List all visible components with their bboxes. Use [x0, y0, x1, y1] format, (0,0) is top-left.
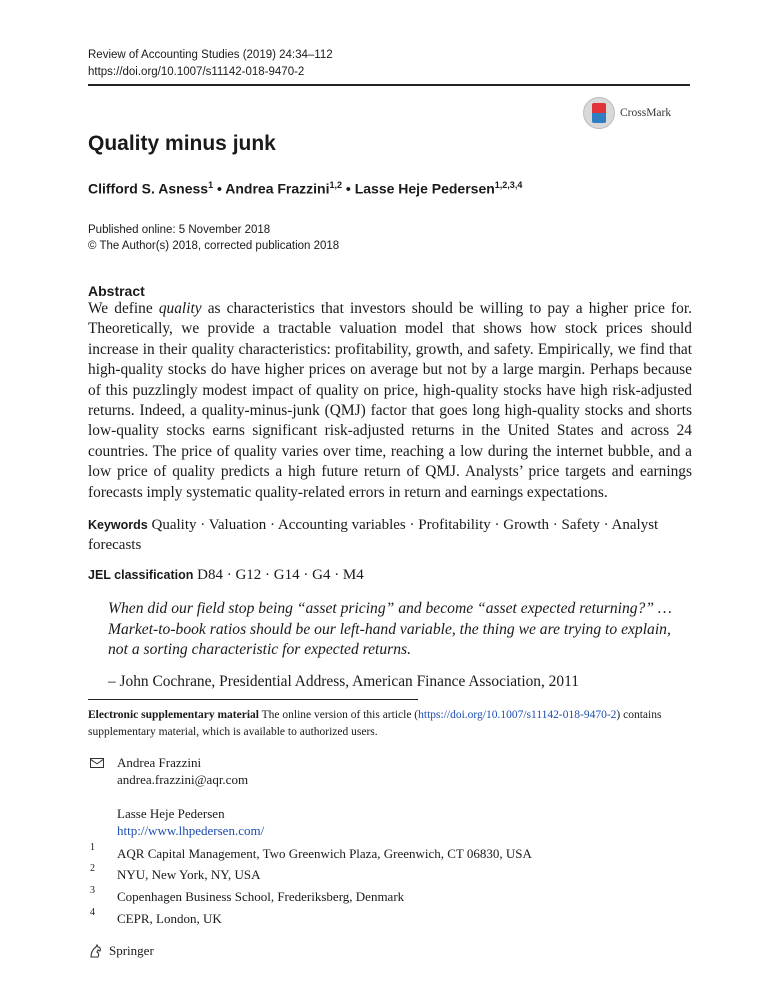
corresponding-author: [117, 754, 248, 788]
author-name: Andrea Frazzini: [225, 180, 330, 197]
published-date: Published online: 5 November 2018: [88, 224, 271, 236]
author-affiliation-marker: 1,2: [329, 180, 343, 190]
abstract-body: [88, 299, 692, 503]
author-separator: •: [216, 180, 222, 197]
abstract-text: as characteristics that investors should be willing to pay a higher price for. Theoretically, we provide a tractable valuation model that shows how stock prices should increase in their quality characteristics: profitability, growth, and safety. Empirically, we find that high-quality stocks do have higher prices on average but not by a large margin. Perhaps because of this puzzlingly modest impact of quality on price, high-quality stocks have high risk-adjusted returns. Indeed, a quality-minus-junk (QMJ) factor that goes long high-quality stocks and shorts low-quality stocks earns significant risk-adjusted returns in the United States and across 24 countries. The price of quality varies over time, reaching a low during the internet bubble, and a low price of quality predicts a high future return of QMJ. Analysts’ price targets and earnings forecasts imply systematic quality-related errors in return and earnings expectations.: [88, 300, 692, 501]
keywords-list: Quality · Valuation · Accounting variables · Profitability · Growth · Safety · Analyst forecasts: [88, 517, 659, 553]
journal-header: [88, 47, 333, 81]
affiliation-number: 2: [90, 863, 95, 874]
affiliation-number: 4: [90, 907, 95, 918]
affiliation-text: Copenhagen Business School, Frederiksberg, Denmark: [117, 889, 405, 904]
header-rule: [88, 84, 690, 86]
contact-author: [117, 805, 264, 839]
publisher-name: Springer: [109, 943, 154, 958]
journal-citation: Review of Accounting Studies (2019) 24:34–112: [88, 49, 333, 61]
author-affiliation-marker: 1: [208, 180, 214, 190]
contact-website[interactable]: http://www.lhpedersen.com/: [117, 823, 265, 838]
jel-classification: [88, 567, 364, 584]
publisher-logo: [88, 943, 154, 959]
crossmark-icon: [583, 97, 615, 129]
affiliation-text: NYU, New York, NY, USA: [117, 867, 261, 882]
affiliation-number: 1: [90, 842, 95, 853]
copyright-line: © The Author(s) 2018, corrected publication 2018: [88, 240, 340, 252]
abstract-heading: Abstract: [88, 283, 145, 299]
doi-line[interactable]: https://doi.org/10.1007/s11142-018-9470-2: [88, 66, 305, 78]
paper-title: Quality minus junk: [88, 132, 276, 155]
publication-info: [88, 222, 339, 254]
keywords-label: Keywords: [88, 518, 148, 532]
author-affiliation-marker: 1,2,3,4: [494, 180, 523, 190]
supplementary-link[interactable]: https://doi.org/10.1007/s11142-018-9470-2: [418, 709, 617, 721]
epigraph-quote: When did our field stop being “asset pricing” and become “asset expected returning?” … Market-to-book ratios should be our left-hand variable, the thing we are trying to explain, not a sorting characteristic for expected returns.: [108, 600, 672, 658]
supplementary-text: ) contains supplementary material, which is available to authorized users.: [88, 709, 662, 738]
contact-name: Lasse Heje Pedersen: [117, 806, 225, 821]
jel-label: JEL classification: [88, 568, 194, 582]
footnote-rule: [88, 699, 418, 700]
abstract-text: We define: [88, 300, 159, 317]
affiliation-number: 3: [90, 885, 95, 896]
contact-name: Andrea Frazzini: [117, 755, 202, 770]
contact-email[interactable]: andrea.frazzini@aqr.com: [117, 772, 249, 787]
supplementary-note: [88, 707, 694, 741]
jel-codes: D84 · G12 · G14 · G4 · M4: [197, 567, 364, 583]
epigraph-attribution: – John Cochrane, Presidential Address, American Finance Association, 2011: [108, 673, 579, 690]
supplementary-lead: Electronic supplementary material: [88, 709, 259, 721]
affiliation-text: CEPR, London, UK: [117, 911, 222, 926]
abstract-emphasis: quality: [158, 300, 202, 317]
author-list: [88, 180, 522, 197]
supplementary-text: The online version of this article (: [258, 709, 419, 721]
keywords: [88, 515, 688, 555]
crossmark-label: CrossMark: [620, 107, 672, 119]
affiliation-text: AQR Capital Management, Two Greenwich Plaza, Greenwich, CT 06830, USA: [117, 846, 532, 861]
crossmark-badge[interactable]: [583, 96, 693, 130]
springer-horse-icon: [88, 943, 104, 959]
author-name: Lasse Heje Pedersen: [354, 180, 495, 197]
mail-icon: [90, 758, 104, 768]
author-name: Clifford S. Asness: [88, 180, 209, 197]
author-separator: •: [345, 180, 351, 197]
